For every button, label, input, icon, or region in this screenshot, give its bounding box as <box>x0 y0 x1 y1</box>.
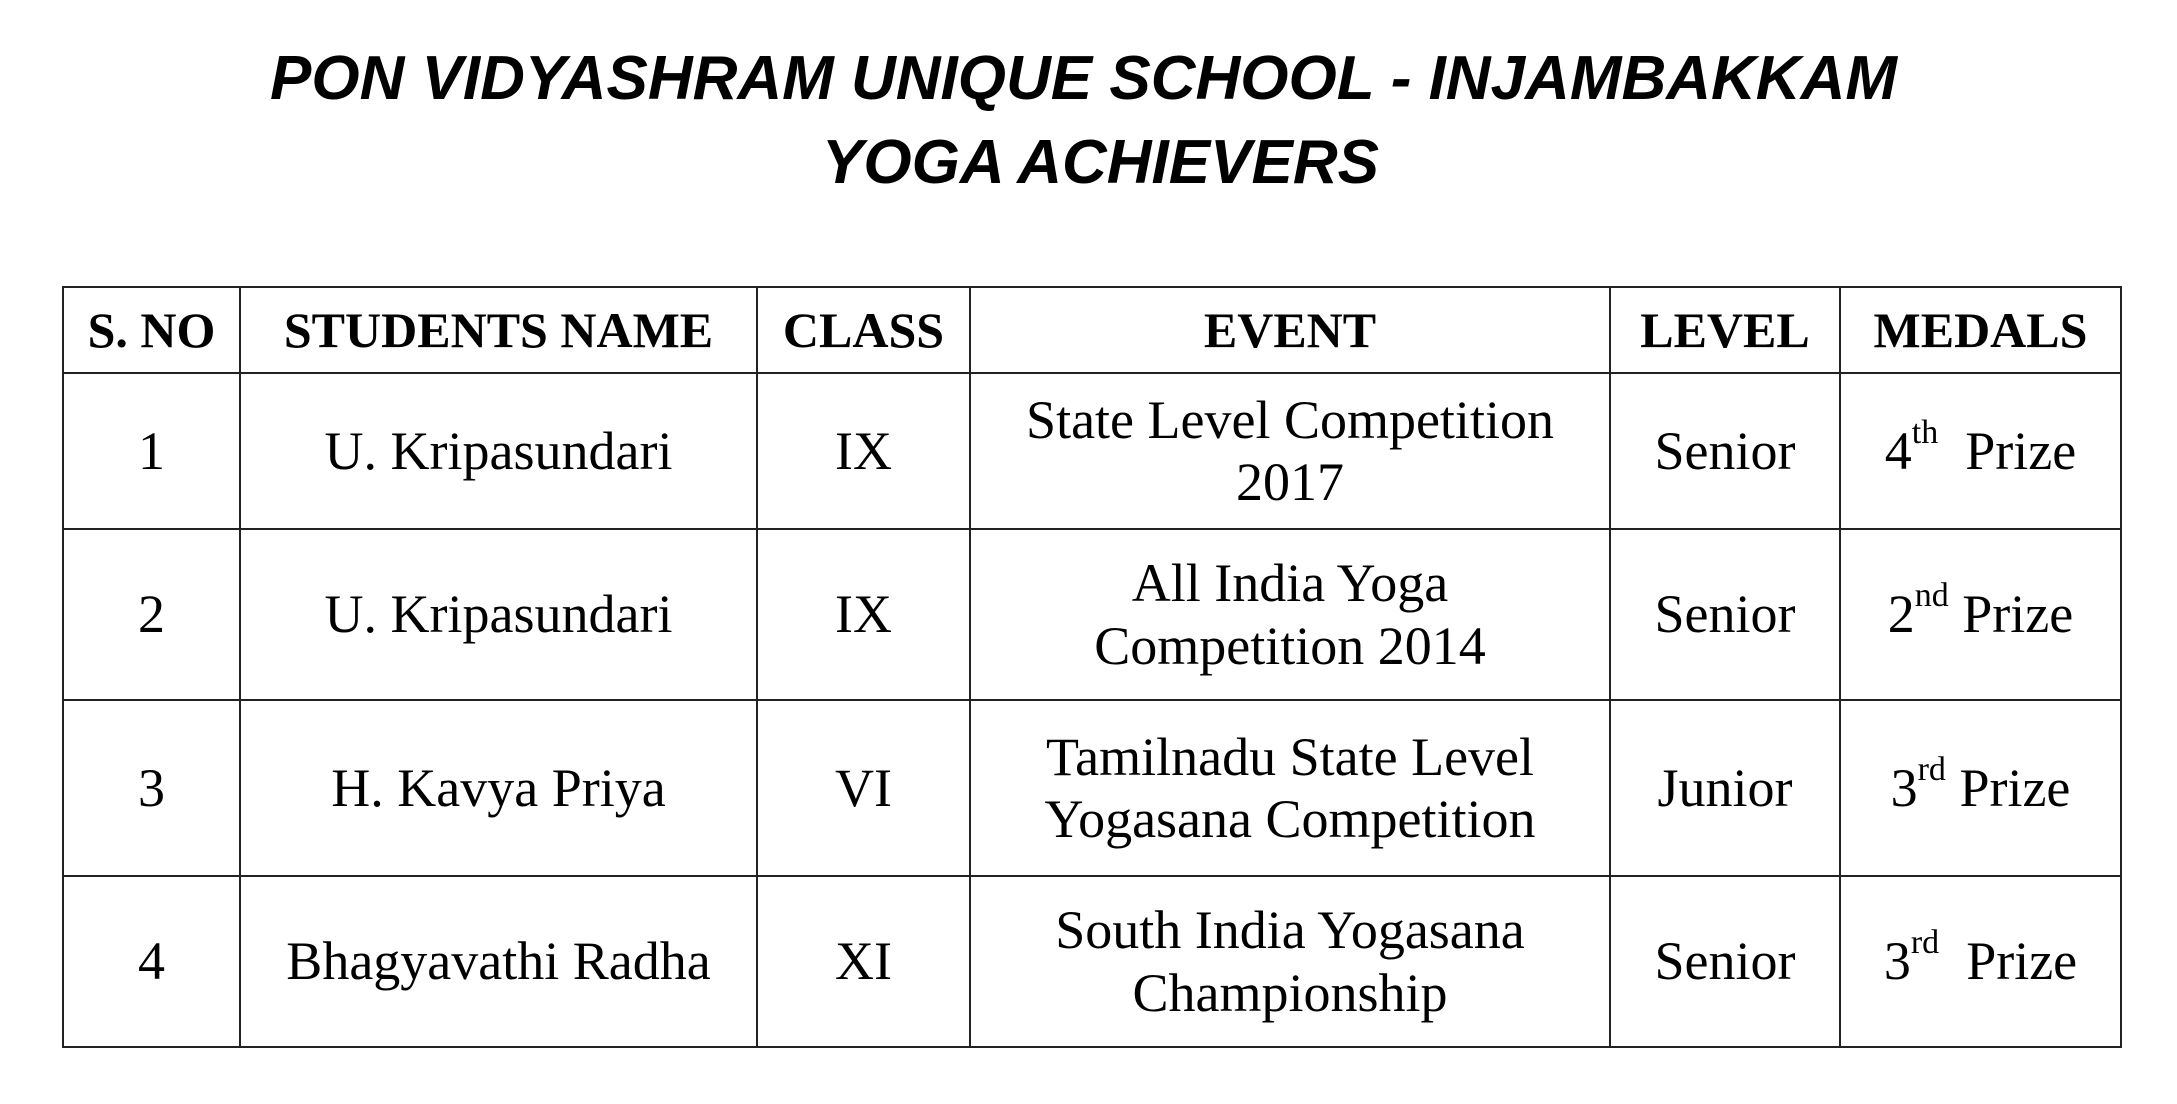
table-row <box>63 876 2121 1047</box>
achievers-table <box>62 286 2122 1048</box>
medal-suffix: nd <box>1914 577 1949 615</box>
medal-suffix: th <box>1911 413 1939 451</box>
medal-number: 3 <box>1890 757 1918 818</box>
cell-medal <box>1840 373 2121 529</box>
cell-class: XI <box>757 876 970 1047</box>
table-row <box>63 373 2121 529</box>
medal-suffix: rd <box>1910 924 1940 962</box>
column-header-sno: S. NO <box>63 287 240 373</box>
event-line: 2017 <box>1236 452 1344 512</box>
event-line: Tamilnadu State Level <box>1045 726 1535 787</box>
cell-level: Senior <box>1610 373 1840 529</box>
column-header-name: STUDENTS NAME <box>240 287 757 373</box>
medal-label: Prize <box>1959 757 2071 818</box>
cell-level: Junior <box>1610 700 1840 876</box>
cell-event <box>970 700 1610 876</box>
table-header-row <box>63 287 2121 373</box>
column-header-class: CLASS <box>757 287 970 373</box>
cell-sno: 3 <box>63 700 240 876</box>
medal-number: 3 <box>1883 931 1911 992</box>
column-header-event: EVENT <box>970 287 1610 373</box>
cell-student-name: U. Kripasundari <box>240 529 757 700</box>
cell-event <box>970 876 1610 1047</box>
event-line: Championship <box>1132 962 1448 1023</box>
cell-student-name: Bhagyavathi Radha <box>240 876 757 1047</box>
medal-label: Prize <box>1965 420 2077 481</box>
page-subtitle: YOGA ACHIEVERS <box>822 128 1379 197</box>
cell-sno: 2 <box>63 529 240 700</box>
event-line: Competition 2014 <box>1094 615 1486 676</box>
event-line: South India Yogasana <box>1055 900 1525 961</box>
column-header-level: LEVEL <box>1610 287 1840 373</box>
cell-sno: 1 <box>63 373 240 529</box>
medal-number: 4 <box>1884 420 1912 481</box>
event-line: Yogasana Competition <box>1044 789 1536 849</box>
medal-label: Prize <box>1962 584 2074 645</box>
table-row <box>63 700 2121 876</box>
table-row <box>63 529 2121 700</box>
event-line: State Level Competition <box>1026 389 1554 450</box>
cell-student-name: U. Kripasundari <box>240 373 757 529</box>
cell-medal <box>1840 876 2121 1047</box>
column-header-medals: MEDALS <box>1840 287 2121 373</box>
cell-medal <box>1840 700 2121 876</box>
cell-event <box>970 529 1610 700</box>
cell-class: IX <box>757 529 970 700</box>
cell-level: Senior <box>1610 876 1840 1047</box>
cell-class: VI <box>757 700 970 876</box>
cell-sno: 4 <box>63 876 240 1047</box>
medal-number: 2 <box>1887 584 1915 645</box>
cell-class: IX <box>757 373 970 529</box>
cell-medal <box>1840 529 2121 700</box>
cell-student-name: H. Kavya Priya <box>240 700 757 876</box>
event-line: All India Yoga <box>1131 553 1449 614</box>
cell-level: Senior <box>1610 529 1840 700</box>
medal-suffix: rd <box>1917 750 1946 788</box>
page-title: PON VIDYASHRAM UNIQUE SCHOOL - INJAMBAKKAM <box>270 44 1897 113</box>
cell-event <box>970 373 1610 529</box>
medal-label: Prize <box>1966 931 2078 992</box>
